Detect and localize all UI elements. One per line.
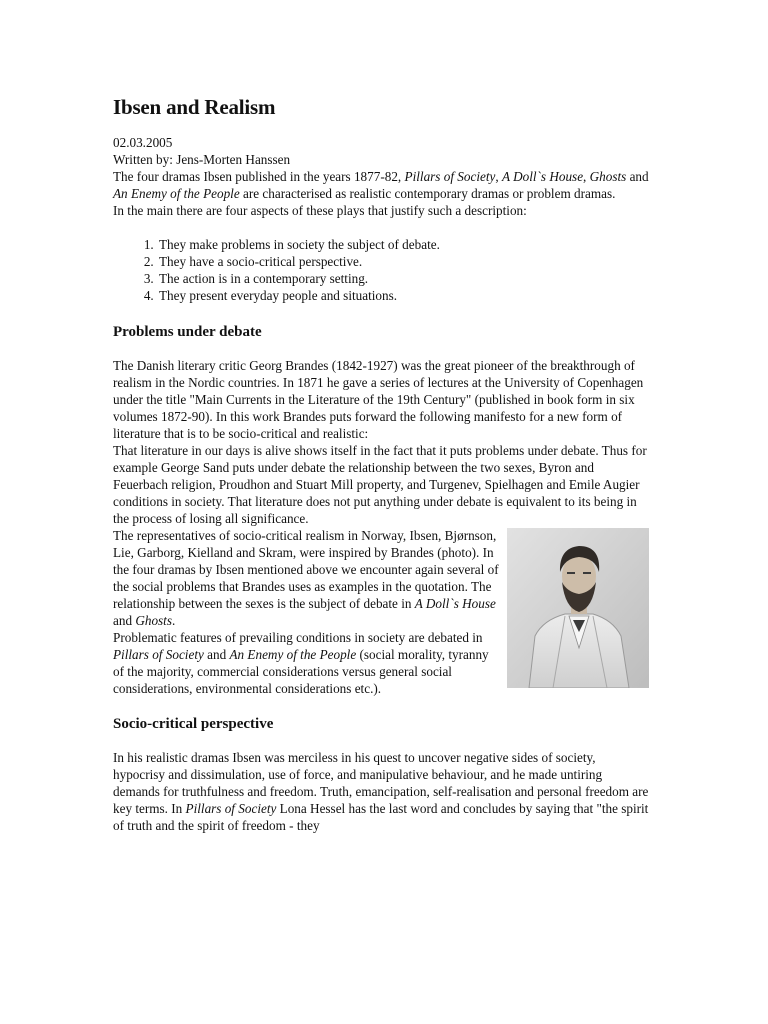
article-date: 02.03.2005 [113, 135, 173, 150]
aspects-intro: In the main there are four aspects of these plays that justify such a description: [113, 203, 527, 218]
perspective-paragraph: In his realistic dramas Ibsen was merciless in his quest to uncover negative sides of society, hypocrisy and dissimulation, use of force, and manipulative behaviour, and he made untiring demands for truthfulness and freedom. Truth, emancipation, self-realisation and personal freedom are key terms. In Pillars of Society Lona Hessel has the last word and concludes by saying that "the spirit of truth and the spirit of freedom - they [113, 750, 649, 833]
brandes-quote: That literature in our days is alive shows itself in the fact that it puts problems under debate. Thus for example George Sand puts under debate the relationship between the two sexes, Byron and Feuerbach religion, Proudhon and Stuart Mill property, and Turgenev, Spielhagen and Emile Augier conditions in society. That literature does not put anything under debate is equivalent to its being in the process of losing all significance. [113, 443, 647, 526]
brandes-photo [507, 528, 649, 688]
list-item: 2. They have a socio-critical perspective. [157, 253, 649, 270]
aspects-list [113, 236, 649, 304]
section-heading-perspective: Socio-critical perspective [113, 716, 274, 732]
list-item: 4. They present everyday people and situations. [157, 287, 649, 304]
list-item: 1. They make problems in society the subject of debate. [157, 236, 649, 253]
section-heading-problems: Problems under debate [113, 324, 262, 340]
problematic-paragraph: Problematic features of prevailing conditions in society are debated in Pillars of Society and An Enemy of the People (social morality, tyranny of the majority, commercial considerations versus general social considerations, environmental considerations etc.). [113, 630, 489, 696]
list-item: 3. The action is in a contemporary setting. [157, 270, 649, 287]
intro-paragraph: The four dramas Ibsen published in the years 1877-82, Pillars of Society, A Doll`s House, Ghosts and An Enemy of the People are characterised as realistic contemporary dramas or problem dramas. [113, 169, 649, 201]
portrait-image [507, 528, 649, 688]
article-title: Ibsen and Realism [113, 95, 276, 119]
brandes-paragraph: The Danish literary critic Georg Brandes (1842-1927) was the great pioneer of the breakthrough of realism in the Nordic countries. In 1871 he gave a series of lectures at the University of Copenhagen under the title "Main Currents in the Literature of the 19th Century" (published in book form in six volumes 1872-90). In this work Brandes puts forward the following manifesto for a new form of literature that is to be socio-critical and realistic: [113, 358, 644, 441]
article-author: Written by: Jens-Morten Hanssen [113, 152, 291, 167]
article-body [113, 88, 649, 834]
representatives-paragraph: The representatives of socio-critical realism in Norway, Ibsen, Bjørnson, Lie, Garborg, Kielland and Skram, were inspired by Brandes (photo). In the four dramas by Ibsen mentioned above we encounter again several of the social problems that Brandes uses as examples in the quotation. The relationship between the sexes is the subject of debate in A Doll`s House and Ghosts. [113, 528, 499, 628]
